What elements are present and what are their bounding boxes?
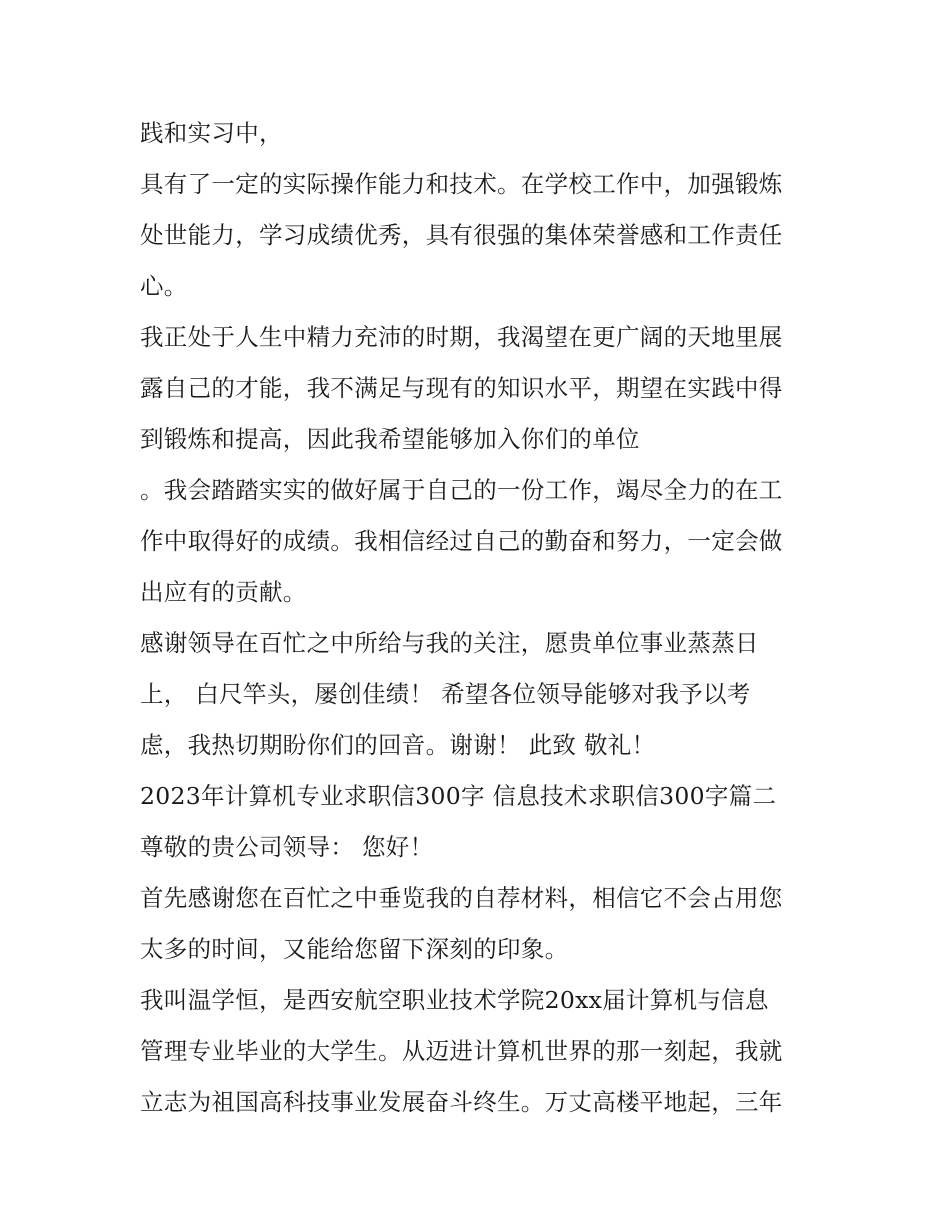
- text-line: 出应有的贡献。: [140, 578, 307, 606]
- text-line: 作中取得好的成绩。我相信经过自己的勤奋和努力，一定会做: [140, 527, 783, 555]
- text-line: 我叫温学恒，是西安航空职业技术学院20xx届计算机与信息: [140, 986, 769, 1014]
- text-line: 到锻炼和提高，因此我希望能够加入你们的单位: [140, 425, 640, 453]
- text-line: 处世能力，学习成绩优秀，具有很强的集体荣誉感和工作责任: [140, 221, 783, 249]
- text-line: 管理专业毕业的大学生。从迈进计算机世界的那一刻起，我就: [140, 1037, 783, 1065]
- text-line: 。我会踏踏实实的做好属于自己的一份工作，竭尽全力的在工: [140, 476, 783, 504]
- text-line: 心。: [140, 272, 188, 300]
- text-line: 感谢领导在百忙之中所给与我的关注，愿贵单位事业蒸蒸日: [140, 629, 759, 657]
- text-line: 立志为祖国高科技事业发展奋斗终生。万丈高楼平地起，三年: [140, 1088, 783, 1116]
- text-line: 太多的时间，又能给您留下深刻的印象。: [140, 935, 569, 963]
- section-heading: 2023年计算机专业求职信300字 信息技术求职信300字篇二: [140, 782, 777, 810]
- salutation: 尊敬的贵公司领导： 您好！: [140, 833, 434, 861]
- text-line: 露自己的才能，我不满足与现有的知识水平，期望在实践中得: [140, 374, 783, 402]
- document-body: [140, 108, 820, 1128]
- text-line: 具有了一定的实际操作能力和技术。在学校工作中，加强锻炼: [140, 170, 783, 198]
- text-line: 虑，我热切期盼你们的回音。谢谢！ 此致 敬礼！: [140, 731, 656, 759]
- text-line: 我正处于人生中精力充沛的时期，我渴望在更广阔的天地里展: [140, 323, 783, 351]
- text-line: 上， 白尺竿头，屡创佳绩！ 希望各位领导能够对我予以考: [140, 680, 751, 708]
- text-line: 践和实习中，: [140, 119, 283, 147]
- text-line: 首先感谢您在百忙之中垂览我的自荐材料，相信它不会占用您: [140, 884, 783, 912]
